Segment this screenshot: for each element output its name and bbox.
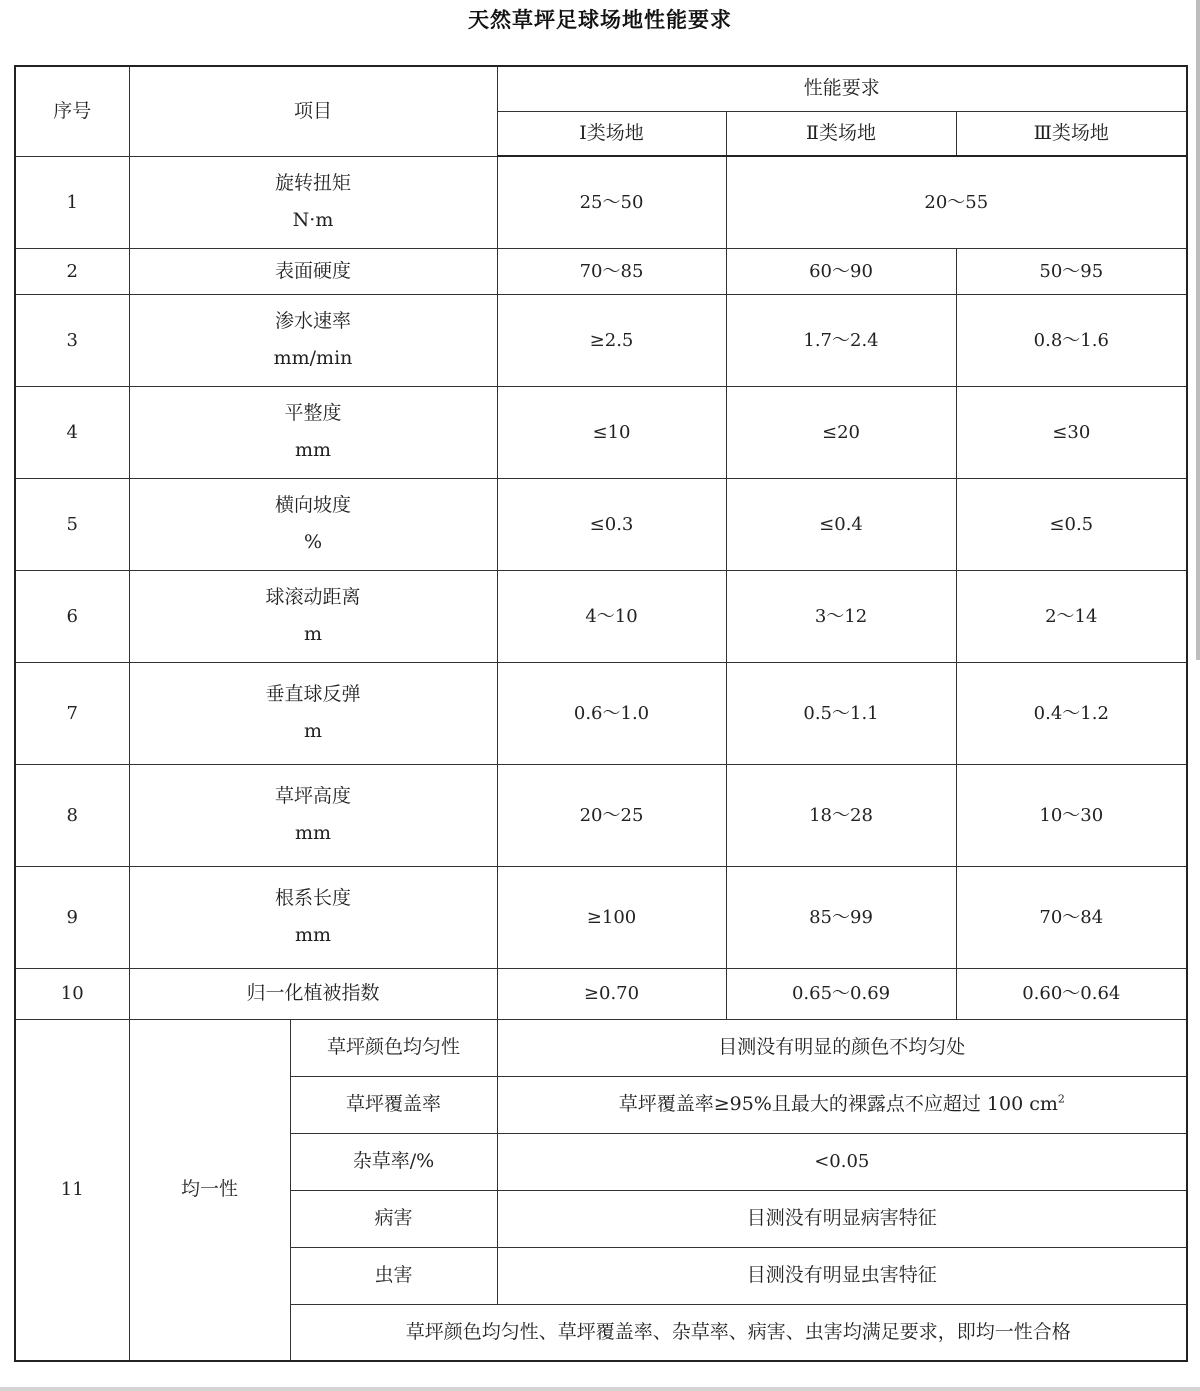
row-item — [129, 764, 497, 866]
value-class-3: 10～30 — [956, 764, 1187, 866]
table-row — [15, 866, 1187, 968]
value-class-3: ≤0.5 — [956, 478, 1187, 570]
table-row — [15, 294, 1187, 386]
value-class-3: 0.4～1.2 — [956, 662, 1187, 764]
sub-item-name: 虫害 — [290, 1247, 497, 1304]
sub-item-requirement: <0.05 — [497, 1133, 1187, 1190]
item-name: 归一化植被指数 — [129, 968, 497, 1019]
row-item — [129, 294, 497, 386]
value-class-2: 3～12 — [726, 570, 956, 662]
table-row — [15, 156, 1187, 248]
value-class-1: 20～25 — [497, 764, 726, 866]
value-class-1: ≥2.5 — [497, 294, 726, 386]
uniformity-label: 均一性 — [129, 1019, 290, 1361]
table-row — [15, 570, 1187, 662]
item-name: 表面硬度 — [129, 248, 497, 294]
table-row — [15, 662, 1187, 764]
sub-item-name: 草坪颜色均匀性 — [290, 1019, 497, 1076]
table-row — [15, 248, 1187, 294]
item-name: 垂直球反弹 — [265, 683, 361, 705]
value-class-2: 85～99 — [726, 866, 956, 968]
row-number: 9 — [15, 866, 129, 968]
row-number: 2 — [15, 248, 129, 294]
scan-edge-right — [1196, 0, 1200, 660]
sub-item-requirement: 目测没有明显病害特征 — [497, 1190, 1187, 1247]
coverage-text: 草坪覆盖率≥95%且最大的裸露点不应超过 100 cm — [618, 1093, 1058, 1115]
sub-item-requirement: 目测没有明显的颜色不均匀处 — [497, 1019, 1187, 1076]
uniformity-row — [15, 1019, 1187, 1076]
superscript-two: 2 — [1057, 1092, 1065, 1106]
table-title: 天然草坪足球场地性能要求 — [468, 8, 732, 32]
row-number: 10 — [15, 968, 129, 1019]
value-class-1: 0.6～1.0 — [497, 662, 726, 764]
item-unit: N·m — [292, 209, 334, 231]
value-class-1: ≥100 — [497, 866, 726, 968]
item-unit: % — [303, 531, 323, 553]
value-class-3: 2～14 — [956, 570, 1187, 662]
sub-item-name: 杂草率/% — [290, 1133, 497, 1190]
header-seq: 序号 — [15, 66, 129, 156]
item-unit: mm — [294, 439, 332, 461]
header-performance: 性能要求 — [497, 66, 1187, 111]
table-row — [15, 968, 1187, 1019]
item-name: 球滚动距离 — [265, 586, 361, 608]
value-class-2: 60～90 — [726, 248, 956, 294]
value-class-2: 0.65～0.69 — [726, 968, 956, 1019]
item-unit: mm/min — [273, 347, 353, 369]
row-item — [129, 570, 497, 662]
value-class-2: 0.5～1.1 — [726, 662, 956, 764]
value-class-2: 1.7～2.4 — [726, 294, 956, 386]
table-row — [15, 386, 1187, 478]
row-number: 8 — [15, 764, 129, 866]
row-item — [129, 156, 497, 248]
sub-item-name: 病害 — [290, 1190, 497, 1247]
item-unit: m — [303, 623, 323, 645]
row-number: 4 — [15, 386, 129, 478]
row-item — [129, 386, 497, 478]
row-number: 11 — [15, 1019, 129, 1361]
row-number: 3 — [15, 294, 129, 386]
item-unit: mm — [294, 822, 332, 844]
value-class-1: 4～10 — [497, 570, 726, 662]
value-class-2: ≤20 — [726, 386, 956, 478]
row-number: 1 — [15, 156, 129, 248]
item-name: 横向坡度 — [275, 494, 352, 516]
sub-item-requirement — [497, 1076, 1187, 1133]
row-number: 5 — [15, 478, 129, 570]
item-name: 平整度 — [284, 402, 342, 424]
value-class-1: 25～50 — [497, 156, 726, 248]
row-item — [129, 866, 497, 968]
value-class-3: 50～95 — [956, 248, 1187, 294]
value-class-3: ≤30 — [956, 386, 1187, 478]
row-number: 7 — [15, 662, 129, 764]
uniformity-summary: 草坪颜色均匀性、草坪覆盖率、杂草率、病害、虫害均满足要求，即均一性合格 — [290, 1304, 1187, 1361]
scan-edge-bottom — [0, 1387, 1200, 1391]
row-item — [129, 662, 497, 764]
header-class-1: Ⅰ类场地 — [497, 111, 726, 156]
value-class-2: ≤0.4 — [726, 478, 956, 570]
sub-item-name: 草坪覆盖率 — [290, 1076, 497, 1133]
item-name: 根系长度 — [275, 887, 352, 909]
value-class-2: 18～28 — [726, 764, 956, 866]
header-class-2: Ⅱ类场地 — [726, 111, 956, 156]
item-unit: mm — [294, 924, 332, 946]
value-class-2-3: 20～55 — [726, 156, 1187, 248]
header-class-3: Ⅲ类场地 — [956, 111, 1187, 156]
table-row — [15, 764, 1187, 866]
sub-item-requirement: 目测没有明显虫害特征 — [497, 1247, 1187, 1304]
value-class-1: ≤10 — [497, 386, 726, 478]
value-class-3: 70～84 — [956, 866, 1187, 968]
table-row — [15, 478, 1187, 570]
value-class-3: 0.8～1.6 — [956, 294, 1187, 386]
value-class-1: ≤0.3 — [497, 478, 726, 570]
performance-table — [14, 65, 1188, 1362]
item-name: 草坪高度 — [275, 785, 352, 807]
row-number: 6 — [15, 570, 129, 662]
header-row-1 — [15, 66, 1187, 111]
value-class-3: 0.60～0.64 — [956, 968, 1187, 1019]
header-item: 项目 — [129, 66, 497, 156]
value-class-1: ≥0.70 — [497, 968, 726, 1019]
value-class-1: 70～85 — [497, 248, 726, 294]
item-unit: m — [303, 720, 323, 742]
item-name: 旋转扭矩 — [275, 172, 352, 194]
row-item — [129, 478, 497, 570]
item-name: 渗水速率 — [275, 310, 352, 332]
